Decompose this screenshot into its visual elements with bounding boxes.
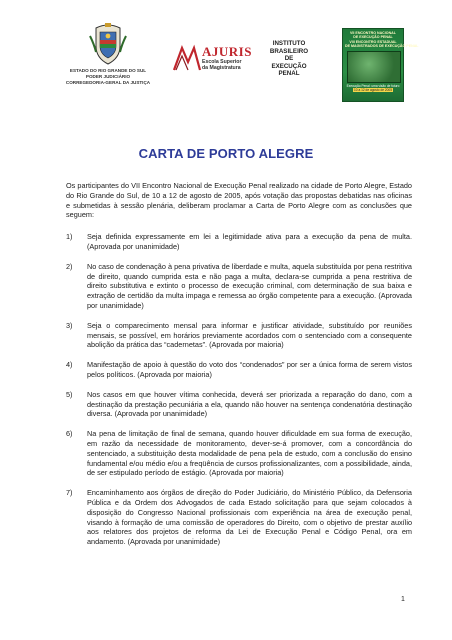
court-line: CORREGEDORIA-GERAL DA JUSTIÇA xyxy=(65,80,151,85)
ibep-line: INSTITUTO xyxy=(272,40,306,47)
item-text: Seja definida expressamente em lei a legitimidade ativa para a execução da pena de multa. (Aprovada por unanimidade) xyxy=(87,232,412,251)
item-text: Nos casos em que houver vítima conhecida, deverá ser priorizada a reparação do dano, com a destinação da prestação pecuniária a ela, quando não houver na sentença condenatória destinação diversa. (Aprovada por unanimidade) xyxy=(87,389,412,419)
ibep-line: EXECUÇÃO xyxy=(271,62,307,70)
list-item xyxy=(66,321,412,350)
ajuris-logo xyxy=(172,40,258,76)
item-number: 1) xyxy=(66,232,73,242)
ibep-line: DE xyxy=(284,55,294,63)
list-item xyxy=(66,488,412,547)
item-text: Manifestação de apoio à questão do voto dos “condenados” por ser a única forma de serem vistos pelos políticos. (Aprovada por maioria) xyxy=(87,360,412,379)
ibep-line: PENAL xyxy=(278,70,300,78)
ibep-logo xyxy=(260,40,318,78)
item-text: Na pena de limitação de final de semana, quando houver dificuldade em sua forma de execução, em razão da necessidade de monitoramento, dever-se-á promover, com a concordância do sentenciado, a substituição desta modalidade de pena pela de estudo, com a conclusão do ensino fundamental e/ou médio e/ou a freqüência de cursos profissionalizantes, com a possibilidade, ainda, de ser estipulado período de estágio. (Aprovada por maioria) xyxy=(87,429,412,478)
court-line: ESTADO DO RIO GRANDE DO SUL xyxy=(69,68,147,73)
event-line: VII ENCONTRO NACIONAL xyxy=(350,31,396,35)
event-line: DE MAGISTRADOS DE EXECUÇÃO PENAL xyxy=(345,44,419,49)
item-text: Encaminhamento aos órgãos de direção do Poder Judiciário, do Ministério Público, da Defensoria Pública e da Ordem dos Advogados de cada Estado solicitação para que sejam colocados à disposição do Congresso Nacional profissionais com experiência na área de execução penal, visando à formação de uma comissão de operadores do Direito, com o objetivo de prestar auxílio aos relatores dos projetos de reforma da Lei de Execução Penal e Código Penal, ora em andamento. (Aprovada por unanimidade) xyxy=(87,488,412,547)
ajuris-mark-icon xyxy=(172,42,202,72)
event-title xyxy=(345,31,419,49)
list-item xyxy=(66,390,412,419)
list-item xyxy=(66,360,412,380)
item-text: No caso de condenação à pena privativa de liberdade e multa, aquela substituída por pena restritiva de direito, quando cumprida esta e não paga a multa, declara-se cumprida a pena restritiva de direito substitutiva e extinto o processo de execução criminal, com determinação de sua baixa e extração de certidão da multa impaga e remessa ao órgão competente para a execução. (Aprovada por unanimidade) xyxy=(87,261,412,310)
item-number: 4) xyxy=(66,360,73,370)
court-name xyxy=(60,68,156,86)
conclusions-list xyxy=(66,232,412,547)
item-number: 6) xyxy=(66,429,73,439)
item-number: 3) xyxy=(66,320,73,330)
event-footer xyxy=(345,84,401,92)
event-line: DE EXECUÇÃO PENAL xyxy=(353,35,393,40)
court-logo xyxy=(60,22,156,88)
ibep-line: BRASILEIRO xyxy=(269,47,309,55)
item-text: Seja o comparecimento mensal para informar e justificar atividade, substituído por reuniões mensais, se possível, em horários previamente acordados com o sentenciado com a consequente abolição da prática das “cadernetas”. (Aprovada por maioria) xyxy=(87,320,412,350)
document-body xyxy=(66,181,412,557)
list-item xyxy=(66,262,412,311)
item-number: 7) xyxy=(66,488,73,498)
list-item xyxy=(66,429,412,478)
ajuris-subtitle-line: Escola Superior xyxy=(202,59,242,65)
event-dates: 10 a 12 de agosto de 2005 xyxy=(354,88,392,92)
event-image xyxy=(347,51,401,83)
event-line: VIII ENCONTRO ESTADUAL xyxy=(349,39,397,44)
event-foot-line: Execução Penal: uma visão de futuro xyxy=(346,84,400,88)
document-title: CARTA DE PORTO ALEGRE xyxy=(138,146,314,161)
item-number: 5) xyxy=(66,389,73,399)
ajuris-subtitle-line: da Magistratura xyxy=(202,65,241,71)
letterhead xyxy=(0,0,452,105)
item-number: 2) xyxy=(66,261,73,271)
ajuris-title: AJURIS xyxy=(202,44,252,59)
court-line: PODER JUDICIÁRIO xyxy=(85,74,131,79)
list-item xyxy=(66,232,412,252)
intro-paragraph: Os participantes do VII Encontro Nacional de Execução Penal realizado na cidade de Porto Alegre, Estado do Rio Grande do Sul, de 10 a 12 de agosto de 2005, após votação das propostas debatidas nas oficinas e submetidas à sessão plenária, deliberam proclamar a Carta de Porto Alegre com as conclusões que seguem: xyxy=(66,181,412,220)
event-banner xyxy=(342,28,419,102)
page-number: 1 xyxy=(401,596,405,603)
ajuris-subtitle xyxy=(202,59,242,71)
coat-of-arms-icon xyxy=(88,22,128,66)
